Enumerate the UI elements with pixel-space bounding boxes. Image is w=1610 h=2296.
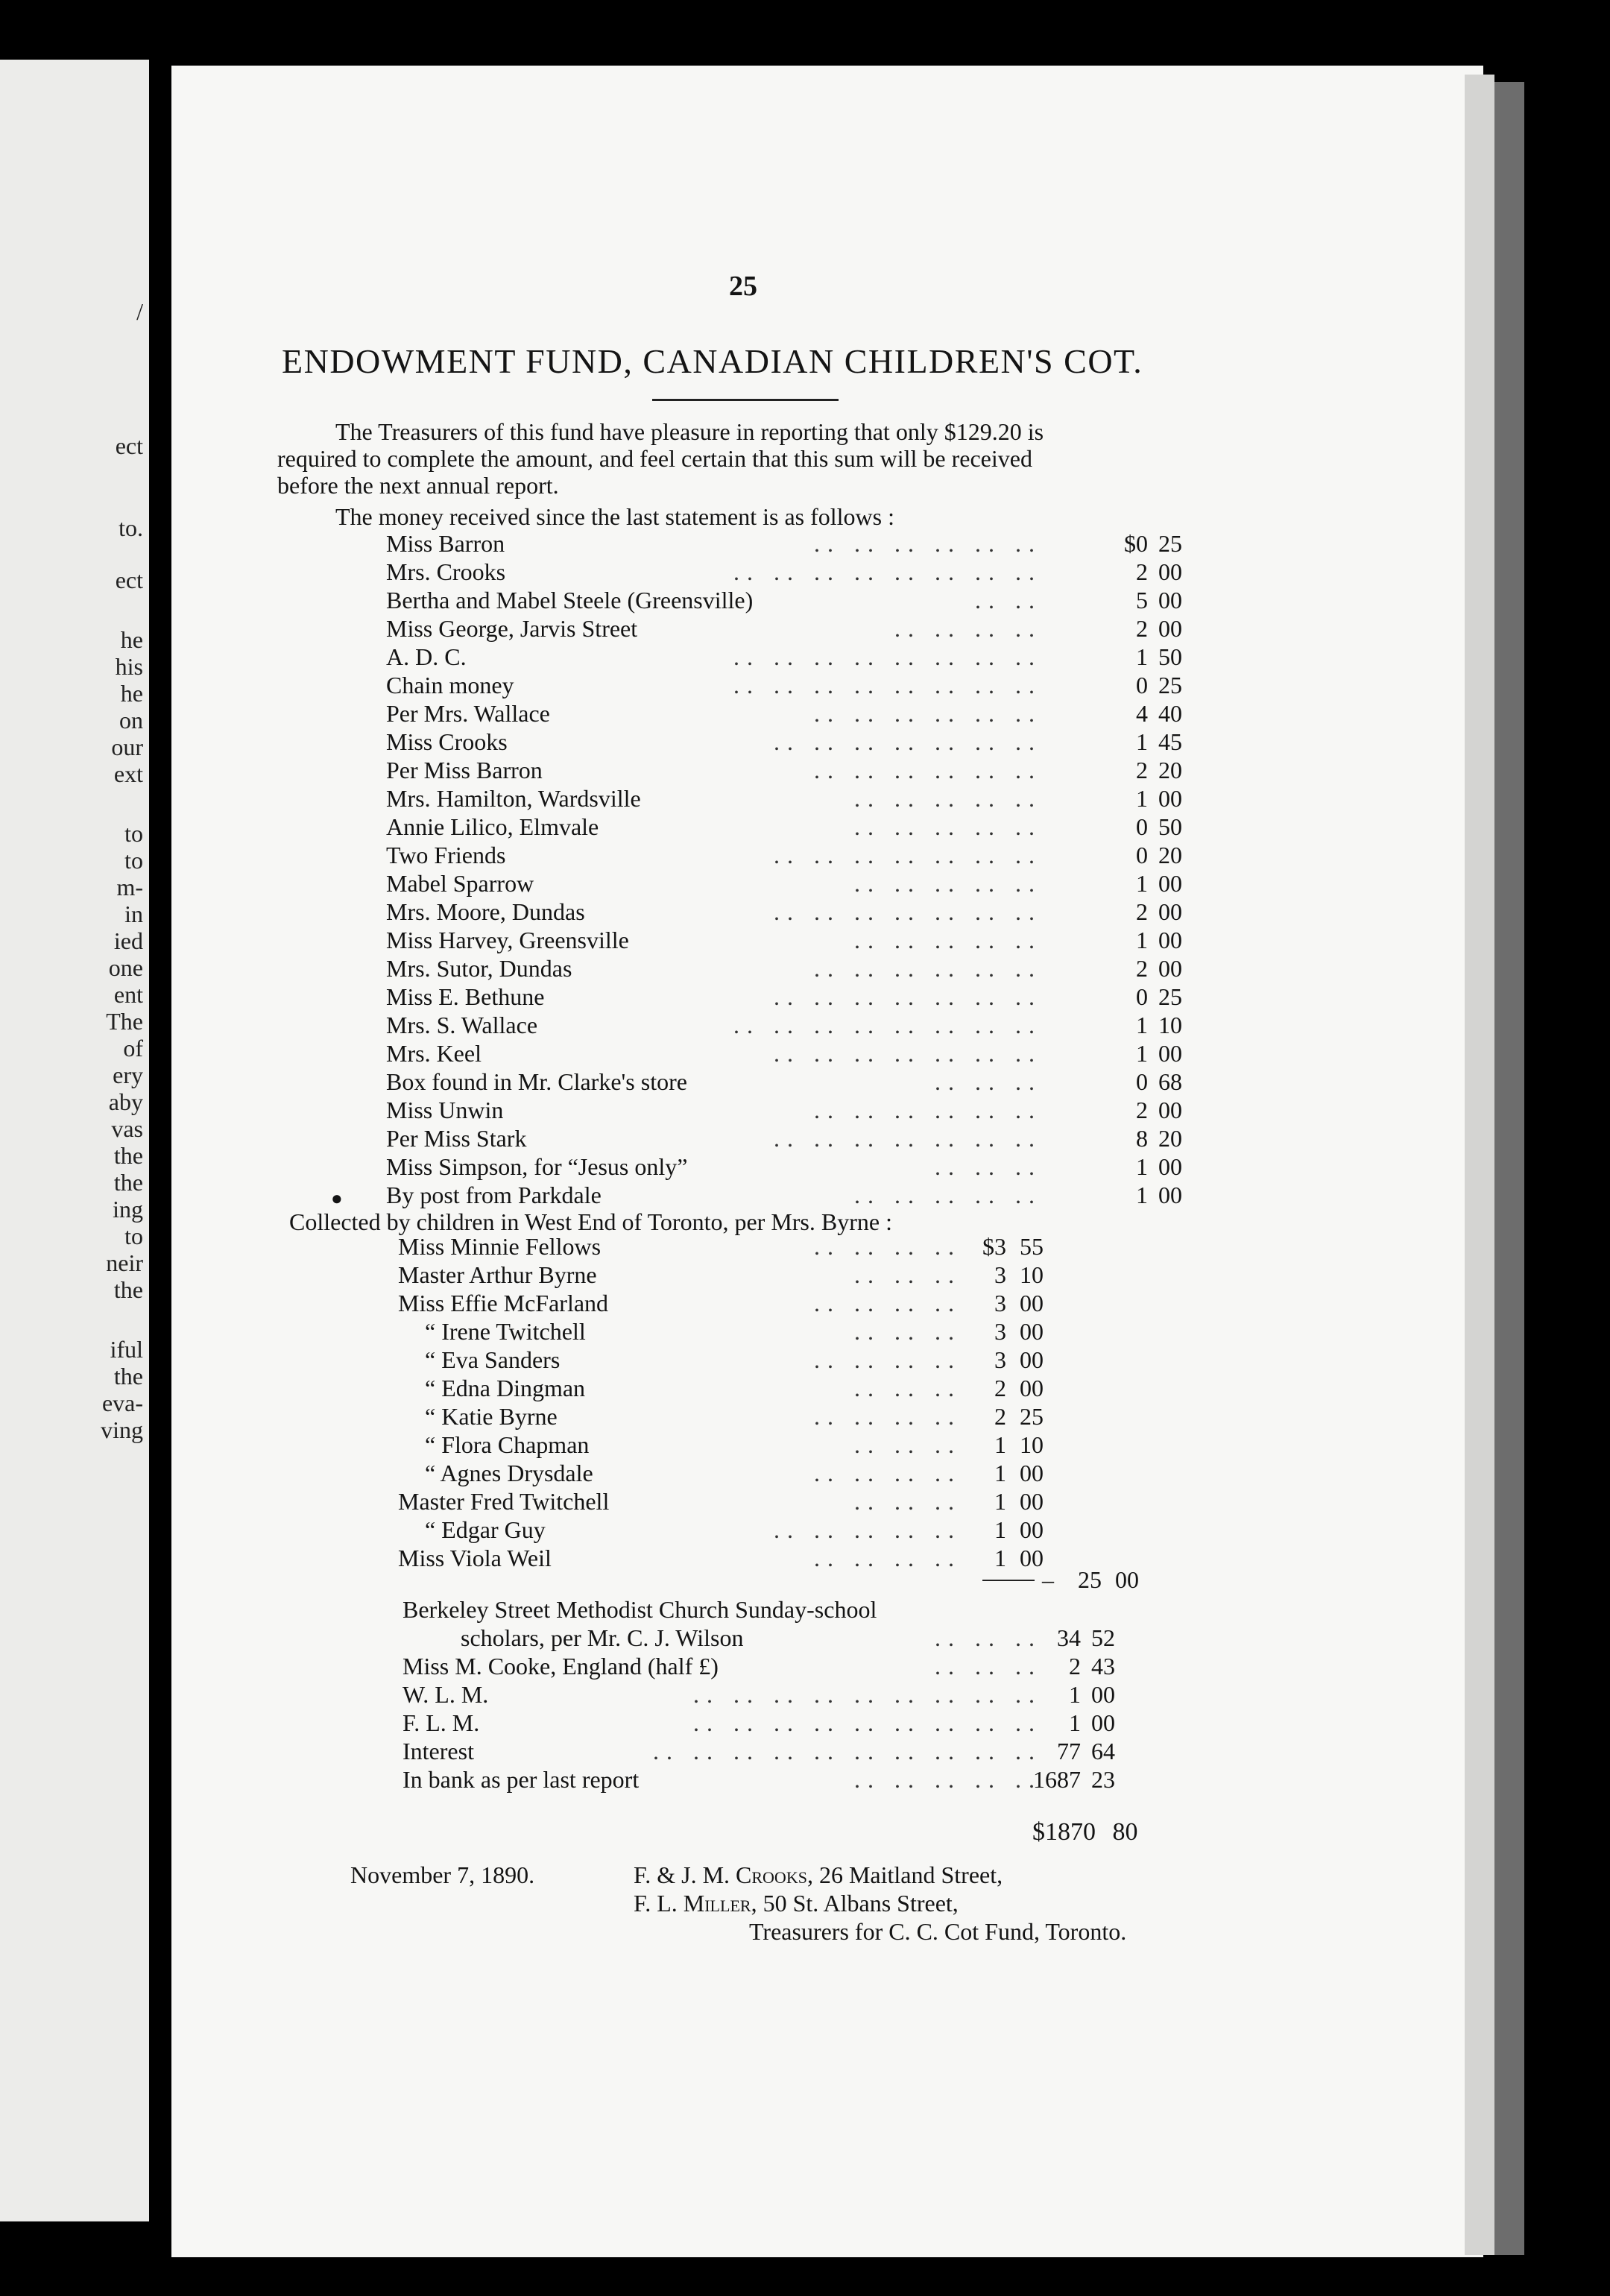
leader-dots: .. .. .. .. .. xyxy=(774,1516,962,1543)
signature-name-1: Crooks xyxy=(736,1861,807,1888)
donation-name: Mrs. S. Wallace xyxy=(386,1012,538,1038)
leader-dots: .. .. .. .. .. .. xyxy=(814,530,1042,557)
leader-dots: .. .. .. xyxy=(854,1318,962,1345)
facing-page-fragment: of xyxy=(123,1035,143,1062)
donation-name: Mrs. Hamilton, Wardsville xyxy=(386,785,641,812)
donation-dollars: 1 xyxy=(1136,1182,1148,1208)
facing-page-fragment: the xyxy=(113,1169,143,1196)
donation-row xyxy=(386,1181,1182,1209)
facing-page-fragment: m- xyxy=(116,874,143,901)
leader-dots: .. .. .. .. .. xyxy=(854,1182,1042,1208)
other-name: W. L. M. xyxy=(402,1681,489,1708)
signature-initials-1: F. & J. M. xyxy=(634,1861,730,1888)
donation-name: Miss Unwin xyxy=(386,1097,504,1123)
intro-line-4: The money received since the last statement is as follows : xyxy=(335,503,894,530)
leader-dots: .. .. .. .. xyxy=(894,615,1042,642)
page-number: 25 xyxy=(729,271,757,302)
berkeley-dollars: 34 xyxy=(1057,1624,1081,1651)
child-cents: 10 xyxy=(1020,1431,1044,1458)
facing-page-fragment: one xyxy=(108,954,143,981)
donation-cents: 50 xyxy=(1158,643,1182,670)
child-name: “ Edgar Guy xyxy=(425,1516,546,1543)
child-dollars: 2 xyxy=(994,1403,1006,1430)
leader-dots: .. .. .. xyxy=(854,1431,962,1458)
donation-cents: 00 xyxy=(1158,898,1182,925)
children-subtotal xyxy=(1078,1565,1139,1594)
child-dollars: 1 xyxy=(994,1488,1006,1515)
donation-row xyxy=(386,671,1182,699)
leader-dots: .. .. .. .. .. .. .. .. xyxy=(733,1012,1042,1038)
donation-dollars: $0 xyxy=(1124,530,1148,557)
subtotal-rule xyxy=(982,1580,1035,1581)
other-name: F. L. M. xyxy=(402,1709,480,1736)
donation-dollars: 1 xyxy=(1136,1153,1148,1180)
leader-dots: .. .. .. xyxy=(854,1261,962,1288)
signature-line-1 xyxy=(634,1861,1003,1889)
child-cents: 00 xyxy=(1020,1545,1044,1571)
donation-cents: 20 xyxy=(1158,842,1182,868)
donation-cents: 20 xyxy=(1158,757,1182,783)
grand-total-cents: 80 xyxy=(1112,1818,1138,1846)
leader-dots: .. .. .. .. .. .. .. xyxy=(774,842,1042,868)
donation-cents: 00 xyxy=(1158,1182,1182,1208)
child-row xyxy=(425,1431,1044,1459)
leader-dots: .. .. .. .. .. xyxy=(854,1766,1042,1793)
child-row xyxy=(398,1544,1044,1572)
signature-address-2: , 50 St. Albans Street, xyxy=(751,1890,959,1917)
donation-cents: 00 xyxy=(1158,615,1182,642)
intro-line-2: required to complete the amount, and feel certain that this sum will be received xyxy=(277,445,1032,472)
page-edge xyxy=(1465,75,1494,2255)
leader-dots: .. .. .. .. .. .. .. xyxy=(774,898,1042,925)
child-row xyxy=(398,1232,1044,1261)
berkeley-line-1: Berkeley Street Methodist Church Sunday-school xyxy=(402,1596,877,1623)
donation-row xyxy=(386,614,1182,643)
child-row xyxy=(425,1459,1044,1487)
leader-dots: .. .. .. xyxy=(935,1068,1042,1095)
leader-dots: .. .. .. .. xyxy=(814,1403,962,1430)
leader-dots: .. .. .. .. .. .. .. .. xyxy=(733,672,1042,698)
child-row xyxy=(398,1261,1044,1289)
donation-cents: 25 xyxy=(1158,983,1182,1010)
intro-line-1: The Treasurers of this fund have pleasure in reporting that only $129.20 is xyxy=(335,418,1044,445)
leader-dots: .. .. .. .. .. .. .. .. .. xyxy=(693,1709,1042,1736)
other-name: In bank as per last report xyxy=(402,1766,640,1793)
facing-page-fragment: eva- xyxy=(101,1390,143,1416)
leader-dots: .. .. .. .. .. .. .. .. .. xyxy=(693,1681,1042,1708)
donation-cents: 00 xyxy=(1158,1040,1182,1067)
donation-name: Box found in Mr. Clarke's store xyxy=(386,1068,687,1095)
donation-cents: 10 xyxy=(1158,1012,1182,1038)
child-row xyxy=(425,1374,1044,1402)
leader-dots: .. .. .. .. .. .. .. .. .. .. xyxy=(653,1738,1042,1764)
leader-dots: .. .. .. .. .. .. .. xyxy=(774,983,1042,1010)
donation-dollars: 2 xyxy=(1136,898,1148,925)
leader-dots: .. .. .. .. .. xyxy=(854,813,1042,840)
leader-dots: .. .. .. xyxy=(854,1488,962,1515)
donation-dollars: 1 xyxy=(1136,927,1148,953)
facing-page-fragment: ect xyxy=(115,567,143,593)
leader-dots: .. .. .. .. .. xyxy=(854,927,1042,953)
donation-cents: 00 xyxy=(1158,1097,1182,1123)
donation-cents: 68 xyxy=(1158,1068,1182,1095)
child-name: “ Irene Twitchell xyxy=(425,1318,586,1345)
child-dollars: 3 xyxy=(994,1290,1006,1316)
signature-address-1: , 26 Maitland Street, xyxy=(806,1861,1003,1888)
donation-dollars: 1 xyxy=(1136,728,1148,755)
child-dollars: 1 xyxy=(994,1460,1006,1486)
child-row xyxy=(425,1402,1044,1431)
leader-dots: .. .. .. .. .. .. .. xyxy=(774,728,1042,755)
donation-name: Per Mrs. Wallace xyxy=(386,700,550,727)
facing-page-fragment: his xyxy=(115,653,143,680)
other-cents: 43 xyxy=(1091,1653,1115,1680)
berkeley-name: scholars, per Mr. C. J. Wilson xyxy=(461,1624,744,1651)
leader-dots: .. .. .. .. .. .. xyxy=(814,955,1042,982)
facing-page-fragment: to xyxy=(124,1223,143,1249)
donation-cents: 50 xyxy=(1158,813,1182,840)
donation-cents: 25 xyxy=(1158,672,1182,698)
other-cents: 23 xyxy=(1091,1766,1115,1793)
leader-dots: .. .. .. .. .. .. .. xyxy=(774,1040,1042,1067)
donation-name: Miss Harvey, Greensville xyxy=(386,927,629,953)
page-title: ENDOWMENT FUND, CANADIAN CHILDREN'S COT. xyxy=(282,342,1143,380)
other-row xyxy=(402,1765,1115,1794)
leader-dots: .. .. .. .. .. .. .. .. xyxy=(733,643,1042,670)
leader-dots: .. .. .. .. .. xyxy=(854,870,1042,897)
other-cents: 64 xyxy=(1091,1738,1115,1764)
donation-row xyxy=(386,756,1182,784)
leader-dots: .. .. xyxy=(975,587,1042,614)
child-name: “ Eva Sanders xyxy=(425,1346,561,1373)
donation-dollars: 1 xyxy=(1136,1040,1148,1067)
child-name: Master Fred Twitchell xyxy=(398,1488,610,1515)
donation-name: A. D. C. xyxy=(386,643,467,670)
facing-page-fragment: in xyxy=(124,901,143,927)
berkeley-row xyxy=(461,1624,1115,1652)
leader-dots: .. .. .. .. xyxy=(814,1233,962,1260)
donation-dollars: 0 xyxy=(1136,813,1148,840)
child-cents: 10 xyxy=(1020,1261,1044,1288)
donation-dollars: 0 xyxy=(1136,672,1148,698)
donation-cents: 00 xyxy=(1158,955,1182,982)
leader-dots: .. .. .. .. xyxy=(814,1460,962,1486)
donation-cents: 20 xyxy=(1158,1125,1182,1152)
facing-page-fragment: The xyxy=(106,1008,143,1035)
child-dollars: $3 xyxy=(982,1233,1006,1260)
child-cents: 55 xyxy=(1020,1233,1044,1260)
donation-cents: 45 xyxy=(1158,728,1182,755)
child-dollars: 3 xyxy=(994,1346,1006,1373)
donation-dollars: 1 xyxy=(1136,785,1148,812)
other-cents: 00 xyxy=(1091,1709,1115,1736)
berkeley-cents: 52 xyxy=(1091,1624,1115,1651)
donation-name: Miss Simpson, for “Jesus only” xyxy=(386,1153,688,1180)
other-row xyxy=(402,1680,1115,1709)
facing-page-fragment: to xyxy=(124,820,143,847)
facing-page-fragment: he xyxy=(120,680,143,707)
donation-cents: 00 xyxy=(1158,785,1182,812)
donation-dollars: 0 xyxy=(1136,842,1148,868)
facing-page-fragment: to xyxy=(124,847,143,874)
donation-cents: 40 xyxy=(1158,700,1182,727)
donation-row xyxy=(386,954,1182,983)
child-dollars: 2 xyxy=(994,1375,1006,1401)
donation-name: Annie Lilico, Elmvale xyxy=(386,813,599,840)
donation-row xyxy=(386,1011,1182,1039)
other-dollars: 1687 xyxy=(1033,1766,1081,1793)
other-dollars: 1 xyxy=(1069,1681,1081,1708)
donation-row xyxy=(386,699,1182,728)
child-name: “ Katie Byrne xyxy=(425,1403,558,1430)
child-row xyxy=(425,1346,1044,1374)
donation-dollars: 0 xyxy=(1136,983,1148,1010)
donation-name: Chain money xyxy=(386,672,514,698)
donation-row xyxy=(386,841,1182,869)
subtotal-cents: 00 xyxy=(1115,1566,1139,1593)
child-dollars: 3 xyxy=(994,1318,1006,1345)
child-dollars: 1 xyxy=(994,1431,1006,1458)
other-row xyxy=(402,1737,1115,1765)
facing-page-fragment: on xyxy=(119,707,143,734)
donation-name: Mrs. Keel xyxy=(386,1040,482,1067)
facing-page-fragment: vas xyxy=(111,1115,143,1142)
leader-dots: .. .. .. .. .. .. xyxy=(814,700,1042,727)
donation-name: Two Friends xyxy=(386,842,506,868)
leader-dots: .. .. .. .. .. .. .. .. xyxy=(733,558,1042,585)
donation-name: Mrs. Moore, Dundas xyxy=(386,898,585,925)
donation-dollars: 0 xyxy=(1136,1068,1148,1095)
donation-row xyxy=(386,813,1182,841)
child-name: “ Agnes Drysdale xyxy=(425,1460,593,1486)
donation-dollars: 1 xyxy=(1136,643,1148,670)
leader-dots: .. .. .. .. .. .. xyxy=(814,1097,1042,1123)
child-name: Miss Effie McFarland xyxy=(398,1290,609,1316)
donation-row xyxy=(386,1067,1182,1096)
donation-row xyxy=(386,869,1182,898)
leader-dots: .. .. .. .. .. .. xyxy=(814,757,1042,783)
child-cents: 00 xyxy=(1020,1346,1044,1373)
donation-row xyxy=(386,1096,1182,1124)
child-cents: 25 xyxy=(1020,1403,1044,1430)
facing-page-fragment: ied xyxy=(113,927,143,954)
child-dollars: 1 xyxy=(994,1545,1006,1571)
child-cents: 00 xyxy=(1020,1290,1044,1316)
facing-page-fragment: the xyxy=(113,1363,143,1390)
donation-dollars: 2 xyxy=(1136,757,1148,783)
donation-row xyxy=(386,1039,1182,1067)
facing-page-fragment: our xyxy=(111,734,143,760)
signature-line-2 xyxy=(634,1889,959,1917)
leader-dots: .. .. .. .. .. xyxy=(854,785,1042,812)
child-cents: 00 xyxy=(1020,1318,1044,1345)
donation-row xyxy=(386,1124,1182,1152)
facing-page-fragment: ery xyxy=(113,1062,143,1088)
leader-dots: .. .. .. xyxy=(935,1653,1042,1680)
grand-total xyxy=(1032,1817,1138,1847)
facing-page-fragment: aby xyxy=(108,1088,143,1115)
report-date: November 7, 1890. xyxy=(350,1861,535,1888)
donation-dollars: 2 xyxy=(1136,615,1148,642)
leader-dots: .. .. .. .. xyxy=(814,1290,962,1316)
leader-dots: .. .. .. .. .. .. .. xyxy=(774,1125,1042,1152)
donation-cents: 00 xyxy=(1158,558,1182,585)
facing-page-fragment: to. xyxy=(119,514,143,541)
other-cents: 00 xyxy=(1091,1681,1115,1708)
donation-row xyxy=(386,898,1182,926)
facing-page-fragment: ing xyxy=(113,1196,143,1223)
donation-name: Bertha and Mabel Steele (Greensville) xyxy=(386,587,754,614)
subtotal-dash: – xyxy=(1042,1566,1054,1593)
child-cents: 00 xyxy=(1020,1460,1044,1486)
donation-cents: 00 xyxy=(1158,1153,1182,1180)
child-name: Miss Viola Weil xyxy=(398,1545,552,1571)
signature-name-2: Miller xyxy=(683,1890,751,1917)
child-row xyxy=(425,1317,1044,1346)
child-row xyxy=(425,1516,1044,1544)
donation-row xyxy=(386,586,1182,614)
bullet-icon: ● xyxy=(331,1188,343,1209)
donation-cents: 00 xyxy=(1158,587,1182,614)
donation-dollars: 1 xyxy=(1136,1012,1148,1038)
donation-name: Mrs. Crooks xyxy=(386,558,506,585)
donation-name: Mrs. Sutor, Dundas xyxy=(386,955,572,982)
other-row xyxy=(402,1709,1115,1737)
child-name: “ Flora Chapman xyxy=(425,1431,590,1458)
donation-dollars: 8 xyxy=(1136,1125,1148,1152)
donation-name: By post from Parkdale xyxy=(386,1182,602,1208)
facing-page-fragment: he xyxy=(120,626,143,653)
other-dollars: 77 xyxy=(1057,1738,1081,1764)
donation-row xyxy=(386,558,1182,586)
child-dollars: 3 xyxy=(994,1261,1006,1288)
donation-dollars: 2 xyxy=(1136,558,1148,585)
facing-page-fragment: the xyxy=(113,1276,143,1303)
other-dollars: 2 xyxy=(1069,1653,1081,1680)
donation-name: Miss Crooks xyxy=(386,728,508,755)
facing-page-fragment: / xyxy=(136,298,143,325)
title-rule xyxy=(652,399,839,401)
child-row xyxy=(398,1487,1044,1516)
leader-dots: .. .. .. xyxy=(935,1153,1042,1180)
facing-page-fragment: ent xyxy=(113,981,143,1008)
child-dollars: 1 xyxy=(994,1516,1006,1543)
donation-name: Miss Barron xyxy=(386,530,505,557)
donation-row xyxy=(386,784,1182,813)
signature-initials-2: F. L. xyxy=(634,1890,678,1917)
facing-page-fragment: neir xyxy=(106,1249,143,1276)
donation-dollars: 2 xyxy=(1136,1097,1148,1123)
other-name: Miss M. Cooke, England (half £) xyxy=(402,1653,719,1680)
donation-name: Miss George, Jarvis Street xyxy=(386,615,638,642)
donation-row xyxy=(386,728,1182,756)
child-name: “ Edna Dingman xyxy=(425,1375,586,1401)
background-strip xyxy=(1494,82,1524,2255)
donation-row xyxy=(386,1152,1182,1181)
leader-dots: .. .. .. xyxy=(935,1624,1042,1651)
facing-page-fragment: ect xyxy=(115,432,143,459)
donation-dollars: 2 xyxy=(1136,955,1148,982)
donation-dollars: 5 xyxy=(1136,587,1148,614)
child-row xyxy=(398,1289,1044,1317)
donation-name: Miss E. Bethune xyxy=(386,983,545,1010)
signature-line-3: Treasurers for C. C. Cot Fund, Toronto. xyxy=(749,1918,1127,1945)
grand-total-dollars: $1870 xyxy=(1032,1818,1096,1846)
donation-name: Per Miss Barron xyxy=(386,757,543,783)
donation-row xyxy=(386,926,1182,954)
facing-page-fragment: ext xyxy=(113,760,143,787)
intro-line-3: before the next annual report. xyxy=(277,472,559,499)
donation-row xyxy=(386,983,1182,1011)
leader-dots: .. .. .. .. xyxy=(814,1545,962,1571)
child-name: Miss Minnie Fellows xyxy=(398,1233,602,1260)
donation-name: Mabel Sparrow xyxy=(386,870,534,897)
donation-dollars: 1 xyxy=(1136,870,1148,897)
child-cents: 00 xyxy=(1020,1375,1044,1401)
child-cents: 00 xyxy=(1020,1516,1044,1543)
other-dollars: 1 xyxy=(1069,1709,1081,1736)
donation-cents: 00 xyxy=(1158,927,1182,953)
other-row xyxy=(402,1652,1115,1680)
facing-page-fragment: ving xyxy=(101,1416,143,1443)
donation-name: Per Miss Stark xyxy=(386,1125,527,1152)
child-cents: 00 xyxy=(1020,1488,1044,1515)
children-heading: Collected by children in West End of Toronto, per Mrs. Byrne : xyxy=(289,1208,892,1235)
facing-page-fragment: iful xyxy=(110,1336,143,1363)
donation-row xyxy=(386,643,1182,671)
leader-dots: .. .. .. xyxy=(854,1375,962,1401)
donation-cents: 25 xyxy=(1158,530,1182,557)
facing-page xyxy=(0,60,149,2221)
leader-dots: .. .. .. .. xyxy=(814,1346,962,1373)
other-name: Interest xyxy=(402,1738,474,1764)
child-name: Master Arthur Byrne xyxy=(398,1261,597,1288)
donation-dollars: 4 xyxy=(1136,700,1148,727)
donation-cents: 00 xyxy=(1158,870,1182,897)
donation-row xyxy=(386,529,1182,558)
facing-page-fragment: the xyxy=(113,1142,143,1169)
subtotal-dollars: 25 xyxy=(1078,1566,1102,1593)
